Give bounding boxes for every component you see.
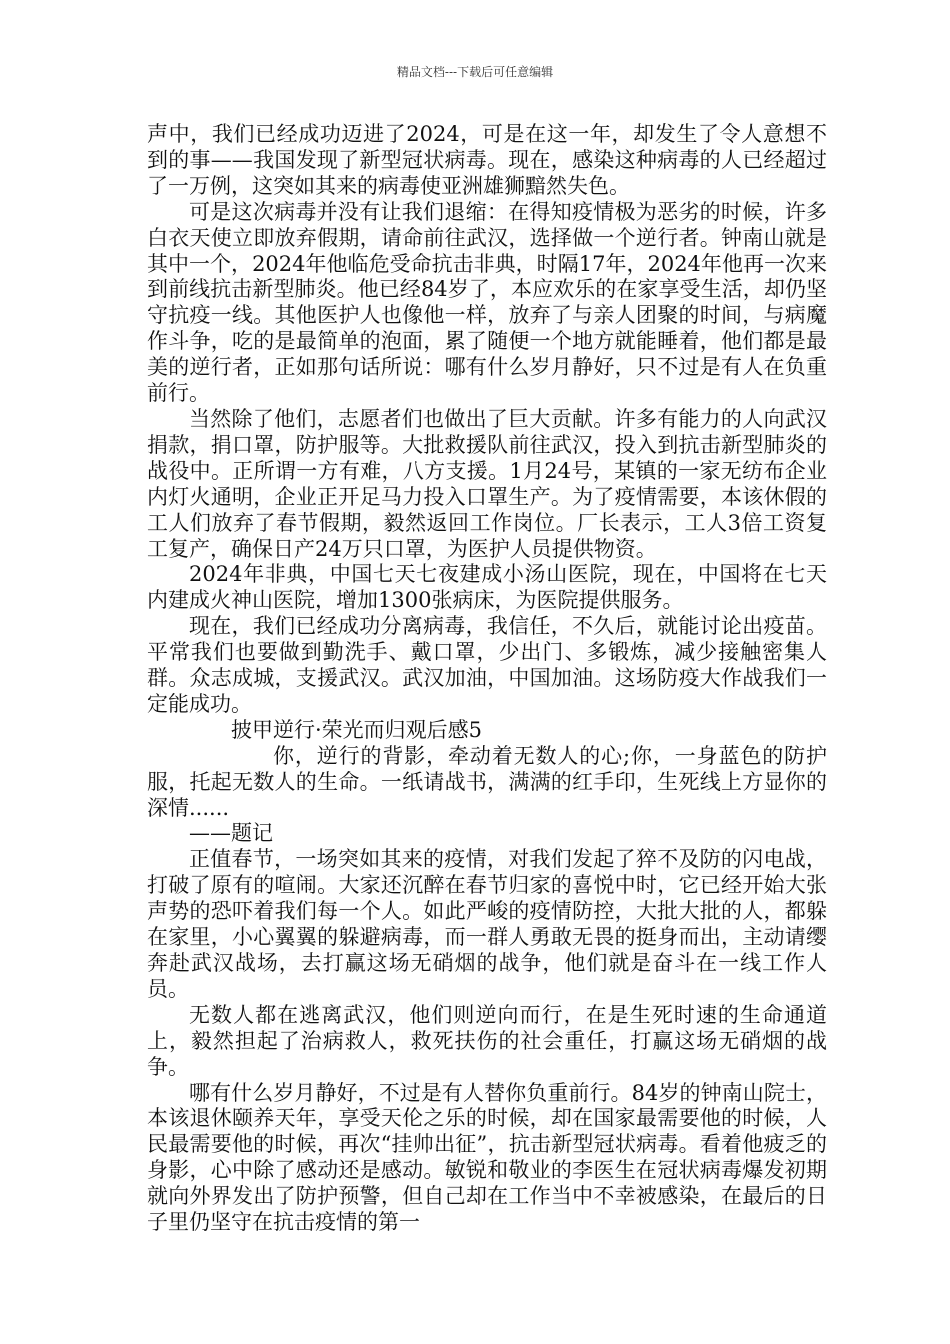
document-body — [147, 122, 827, 1236]
paragraph: 哪有什么岁月静好，不过是有人替你负重前行。84岁的钟南山院士，本该退休颐养天年，享受天伦之乐的时候，却在国家最需要他的时候，人民最需要他的时候，再次“挂帅出征”，抗击新型冠状病毒。看着他疲乏的身影，心中除了感动还是感动。敏锐和敬业的李医生在冠状病毒爆发初期就向外界发出了防护预警，但自己却在工作当中不幸被感染，在最后的日子里仍坚守在抗击疫情的第一 — [147, 1080, 827, 1235]
epigraph-attribution: ——题记 — [189, 821, 273, 846]
page-header: 精品文档---下载后可任意编辑 — [396, 65, 554, 79]
paragraph: 声中，我们已经成功迈进了2024，可是在这一年，却发生了令人意想不到的事——我国发现了新型冠状病毒。现在，感染这种病毒的人已经超过了一万例，这突如其来的病毒使亚洲雄狮黯然失色。 — [147, 122, 827, 198]
paragraph: 可是这次病毒并没有让我们退缩：在得知疫情极为恶劣的时候，许多白衣天使立即放弃假期，请命前往武汉，选择做一个逆行者。钟南山就是其中一个，2024年他临危受命抗击非典，时隔17年，2024年他再一次来到前线抗击新型肺炎。他已经84岁了，本应欢乐的在家享受生活，却仍坚守抗疫一线。其他医护人也像他一样，放弃了与亲人团聚的时间，与病魔作斗争，吃的是最简单的泡面，累了随便一个地方就能睡着，他们都是最美的逆行者，正如那句话所说：哪有什么岁月静好，只不过是有人在负重前行。 — [147, 199, 827, 406]
paragraph: 2024年非典，中国七天七夜建成小汤山医院，现在，中国将在七天内建成火神山医院，增加1300张病床，为医院提供服务。 — [147, 562, 827, 613]
section-title: 披甲逆行·荣光而归观后感5 — [231, 717, 483, 742]
paragraph: 无数人都在逃离武汉，他们则逆向而行，在是生死时速的生命通道上，毅然担起了治病救人，救死扶伤的社会重任，打赢这场无硝烟的战争。 — [147, 1002, 827, 1079]
paragraph: 当然除了他们，志愿者们也做出了巨大贡献。许多有能力的人向武汉捐款，捐口罩，防护服等。大批救援队前往武汉，投入到抗击新型肺炎的战役中。正所谓一方有难，八方支援。1月24号，某镇的一家无纺布企业内灯火通明，企业正开足马力投入口罩生产。为了疫情需要，本该休假的工人们放弃了春节假期，毅然返回工作岗位。厂长表示，工人3倍工资复工复产，确保日产24万只口罩，为医护人员提供物资。 — [147, 406, 827, 561]
paragraph: 现在，我们已经成功分离病毒，我信任，不久后，就能讨论出疫苗。平常我们也要做到勤洗手、戴口罩，少出门、多锻炼，减少接触密集人群。众志成城，支援武汉。武汉加油，中国加油。这场防疫大作战我们一定能成功。 — [147, 614, 827, 716]
epigraph: 你，逆行的背影，牵动着无数人的心;你，一身蓝色的防护服，托起无数人的生命。一纸请战书，满满的红手印，生死线上方显你的深情...... — [147, 743, 827, 820]
paragraph: 正值春节，一场突如其来的疫情，对我们发起了猝不及防的闪电战，打破了原有的喧闹。大家还沉醉在春节归家的喜悦中时，它已经开始大张声势的恐吓着我们每一个人。如此严峻的疫情防控，大批大批的人，都躲在家里，小心翼翼的躲避病毒，而一群人勇敢无畏的挺身而出，主动请缨奔赴武汉战场，去打赢这场无硝烟的战争，他们就是奋斗在一线工作人员。 — [147, 847, 827, 1001]
